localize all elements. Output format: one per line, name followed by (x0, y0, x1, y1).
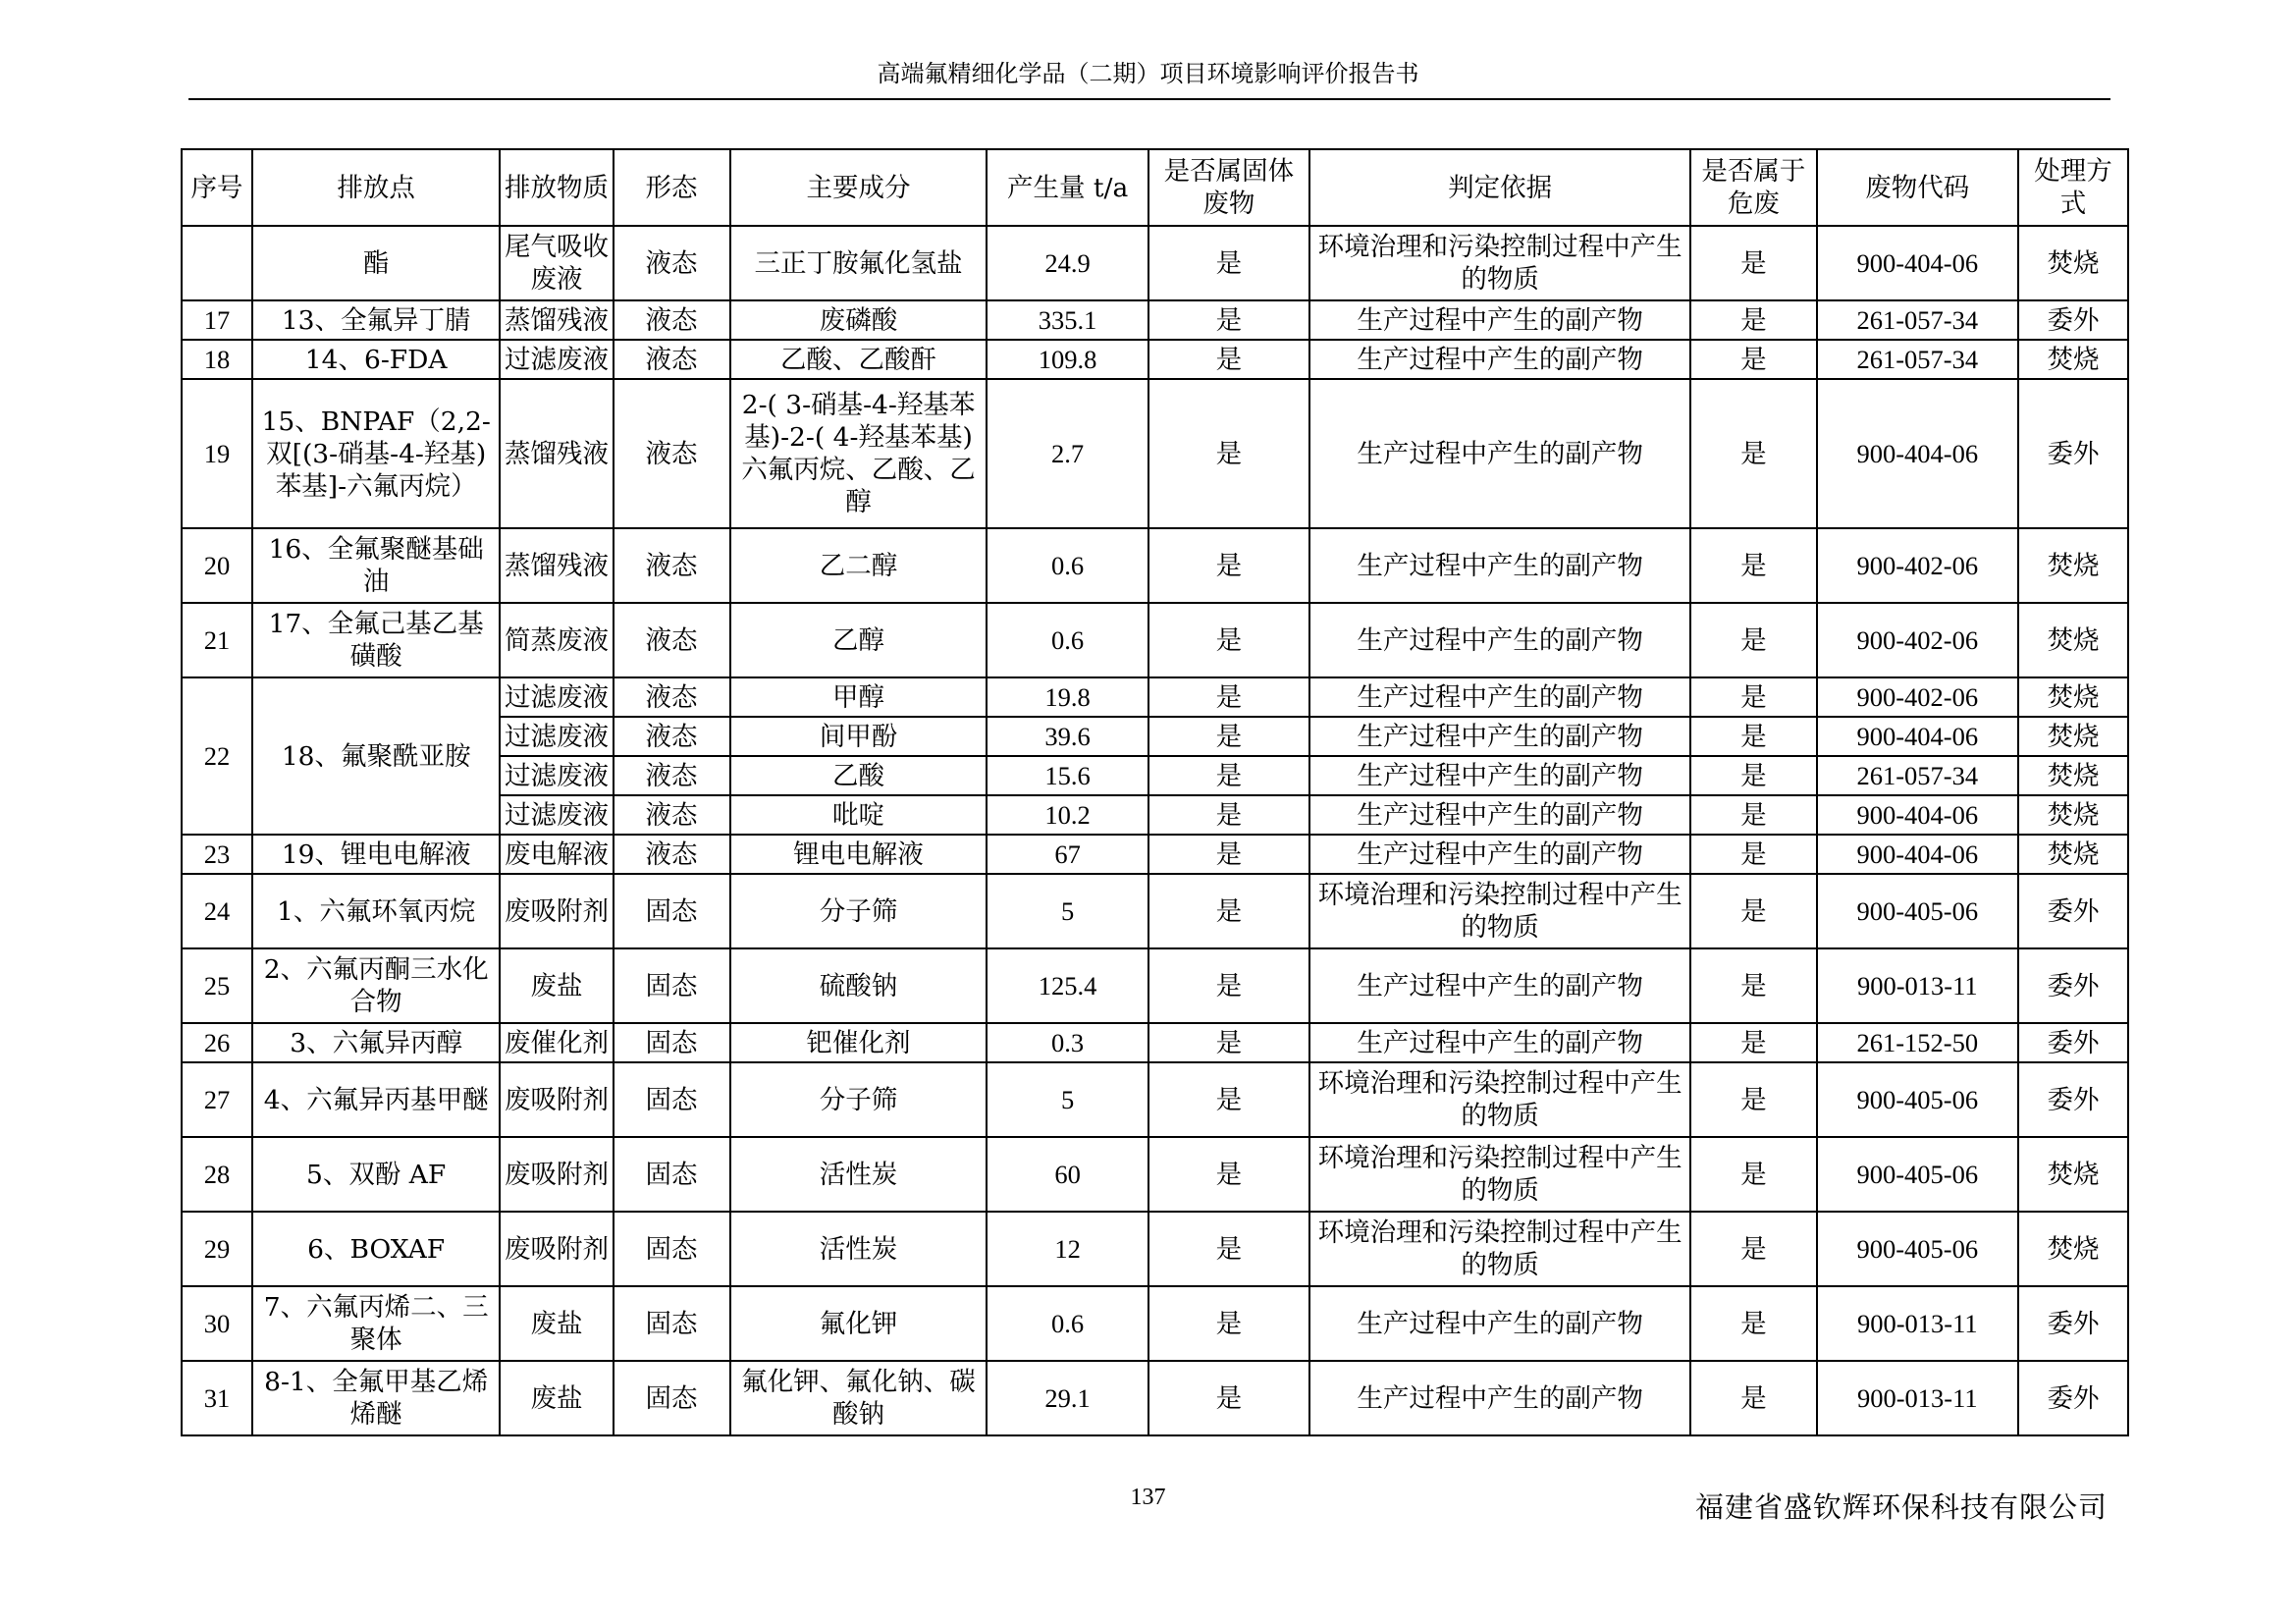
table-row (182, 340, 2128, 379)
table-cell: 是 (1690, 226, 1816, 300)
table-cell: 2、六氟丙酮三水化合物 (252, 948, 501, 1023)
table-cell: 是 (1690, 795, 1816, 835)
table-row (182, 300, 2128, 340)
table-cell: 5 (987, 1062, 1148, 1137)
table-cell: 10.2 (987, 795, 1148, 835)
table-cell: 焚烧 (2018, 226, 2128, 300)
table-cell: 20 (182, 528, 252, 603)
table-row (182, 874, 2128, 948)
table-cell: 900-013-11 (1817, 948, 2018, 1023)
column-header: 是否属固体废物 (1148, 149, 1309, 226)
table-cell: 900-404-06 (1817, 379, 2018, 528)
table-cell: 5、双酚 AF (252, 1137, 501, 1212)
table-cell: 2.7 (987, 379, 1148, 528)
table-cell: 氟化钾、氟化钠、碳酸钠 (730, 1361, 988, 1435)
table-cell: 是 (1690, 1023, 1816, 1062)
table-cell: 分子筛 (730, 1062, 988, 1137)
table-row (182, 1062, 2128, 1137)
table-cell: 15.6 (987, 756, 1148, 795)
table-cell: 固态 (614, 1212, 730, 1286)
table-cell: 19、锂电电解液 (252, 835, 501, 874)
table-cell: 委外 (2018, 1286, 2128, 1361)
table-cell: 过滤废液 (500, 677, 613, 717)
table-cell: 乙酸、乙酸酐 (730, 340, 988, 379)
table-cell: 是 (1690, 677, 1816, 717)
table-cell: 是 (1690, 1212, 1816, 1286)
table-header-row (182, 149, 2128, 226)
table-cell: 是 (1148, 677, 1309, 717)
table-cell: 22 (182, 677, 252, 835)
table-cell: 固态 (614, 1023, 730, 1062)
table-cell: 蒸馏残液 (500, 379, 613, 528)
table-cell: 900-404-06 (1817, 835, 2018, 874)
table-cell: 24 (182, 874, 252, 948)
table-cell: 废盐 (500, 1286, 613, 1361)
table-cell: 锂电电解液 (730, 835, 988, 874)
table-cell: 间甲酚 (730, 717, 988, 756)
table-cell: 39.6 (987, 717, 1148, 756)
table-cell: 焚烧 (2018, 717, 2128, 756)
table-cell: 261-057-34 (1817, 300, 2018, 340)
table-cell: 是 (1148, 300, 1309, 340)
table-row (182, 1023, 2128, 1062)
table-cell: 液态 (614, 717, 730, 756)
table-cell: 生产过程中产生的副产物 (1309, 340, 1690, 379)
table-cell: 是 (1148, 340, 1309, 379)
table-cell: 是 (1690, 603, 1816, 677)
table-cell: 900-013-11 (1817, 1286, 2018, 1361)
table-cell: 1、六氟环氧丙烷 (252, 874, 501, 948)
column-header: 处理方式 (2018, 149, 2128, 226)
table-cell: 是 (1690, 948, 1816, 1023)
column-header: 形态 (614, 149, 730, 226)
table-cell: 是 (1148, 1361, 1309, 1435)
table-cell: 委外 (2018, 1361, 2128, 1435)
table-cell: 环境治理和污染控制过程中产生的物质 (1309, 1137, 1690, 1212)
column-header: 废物代码 (1817, 149, 2018, 226)
table-cell: 活性炭 (730, 1212, 988, 1286)
table-cell: 900-405-06 (1817, 874, 2018, 948)
column-header: 排放点 (252, 149, 501, 226)
page-number: 137 (1130, 1485, 1166, 1510)
table-cell: 蒸馏残液 (500, 528, 613, 603)
table-cell: 8-1、全氟甲基乙烯烯醚 (252, 1361, 501, 1435)
table-row (182, 677, 2128, 717)
table-cell: 固态 (614, 1286, 730, 1361)
table-cell: 废盐 (500, 948, 613, 1023)
table-cell: 261-057-34 (1817, 756, 2018, 795)
table-cell: 委外 (2018, 300, 2128, 340)
table-cell: 固态 (614, 874, 730, 948)
table-cell: 液态 (614, 795, 730, 835)
table-cell: 是 (1690, 874, 1816, 948)
table-cell: 焚烧 (2018, 1137, 2128, 1212)
table-cell: 是 (1148, 1137, 1309, 1212)
column-header: 判定依据 (1309, 149, 1690, 226)
table-cell: 焚烧 (2018, 756, 2128, 795)
table-cell: 生产过程中产生的副产物 (1309, 1286, 1690, 1361)
table-cell: 环境治理和污染控制过程中产生的物质 (1309, 226, 1690, 300)
table-cell: 液态 (614, 528, 730, 603)
table-cell: 固态 (614, 948, 730, 1023)
table-cell: 5 (987, 874, 1148, 948)
table-cell: 委外 (2018, 1023, 2128, 1062)
column-header: 产生量 t/a (987, 149, 1148, 226)
table-cell: 甲醇 (730, 677, 988, 717)
table-cell: 是 (1690, 1062, 1816, 1137)
table-cell: 过滤废液 (500, 340, 613, 379)
table-cell: 环境治理和污染控制过程中产生的物质 (1309, 1212, 1690, 1286)
column-header: 是否属于危废 (1690, 149, 1816, 226)
table-cell: 是 (1690, 1361, 1816, 1435)
table-cell: 0.6 (987, 603, 1148, 677)
table-cell: 900-402-06 (1817, 528, 2018, 603)
table-cell: 生产过程中产生的副产物 (1309, 528, 1690, 603)
table-cell: 焚烧 (2018, 340, 2128, 379)
table-cell: 生产过程中产生的副产物 (1309, 717, 1690, 756)
table-row (182, 835, 2128, 874)
table-cell: 废吸附剂 (500, 1062, 613, 1137)
table-cell: 0.6 (987, 1286, 1148, 1361)
column-header: 序号 (182, 149, 252, 226)
table-cell: 6、BOXAF (252, 1212, 501, 1286)
table-cell: 900-405-06 (1817, 1062, 2018, 1137)
table-cell: 生产过程中产生的副产物 (1309, 948, 1690, 1023)
table-cell: 是 (1148, 528, 1309, 603)
table-cell: 是 (1148, 226, 1309, 300)
table-cell: 0.6 (987, 528, 1148, 603)
table-cell: 乙二醇 (730, 528, 988, 603)
column-header: 主要成分 (730, 149, 988, 226)
table-cell: 固态 (614, 1137, 730, 1212)
table-cell: 生产过程中产生的副产物 (1309, 677, 1690, 717)
table-cell: 是 (1148, 795, 1309, 835)
table-cell: 废催化剂 (500, 1023, 613, 1062)
table-cell: 是 (1148, 948, 1309, 1023)
table-cell: 酯 (252, 226, 501, 300)
table-cell: 吡啶 (730, 795, 988, 835)
table-cell: 19.8 (987, 677, 1148, 717)
table-cell: 三正丁胺氟化氢盐 (730, 226, 988, 300)
table-cell: 23 (182, 835, 252, 874)
company-name: 福建省盛钦辉环保科技有限公司 (1694, 1490, 2108, 1524)
table-cell: 过滤废液 (500, 756, 613, 795)
table-cell: 是 (1148, 1062, 1309, 1137)
table-cell: 21 (182, 603, 252, 677)
table-cell: 60 (987, 1137, 1148, 1212)
table-row (182, 1286, 2128, 1361)
table-cell: 废吸附剂 (500, 874, 613, 948)
table-cell: 是 (1148, 1286, 1309, 1361)
table-cell: 废磷酸 (730, 300, 988, 340)
table-cell: 生产过程中产生的副产物 (1309, 379, 1690, 528)
table-cell: 是 (1690, 340, 1816, 379)
table-cell: 261-152-50 (1817, 1023, 2018, 1062)
hazardous-waste-table (181, 148, 2129, 1436)
table-cell: 过滤废液 (500, 795, 613, 835)
table-cell: 焚烧 (2018, 528, 2128, 603)
table-cell: 焚烧 (2018, 1212, 2128, 1286)
table-cell: 委外 (2018, 1062, 2128, 1137)
table-cell: 27 (182, 1062, 252, 1137)
table-cell: 335.1 (987, 300, 1148, 340)
table-cell: 是 (1690, 300, 1816, 340)
table-cell: 焚烧 (2018, 835, 2128, 874)
table-row (182, 603, 2128, 677)
table-cell: 31 (182, 1361, 252, 1435)
table-cell: 17、全氟己基乙基磺酸 (252, 603, 501, 677)
table-cell: 29.1 (987, 1361, 1148, 1435)
table-cell: 900-013-11 (1817, 1361, 2018, 1435)
table-cell: 是 (1148, 603, 1309, 677)
table-cell: 液态 (614, 756, 730, 795)
table-cell: 是 (1690, 717, 1816, 756)
table-cell: 液态 (614, 603, 730, 677)
table-cell: 26 (182, 1023, 252, 1062)
table-cell: 液态 (614, 835, 730, 874)
table-cell: 13、全氟异丁腈 (252, 300, 501, 340)
table-cell: 30 (182, 1286, 252, 1361)
table-cell: 废电解液 (500, 835, 613, 874)
table-cell: 液态 (614, 300, 730, 340)
table-cell: 67 (987, 835, 1148, 874)
column-header: 排放物质 (500, 149, 613, 226)
table-row (182, 226, 2128, 300)
table-cell: 生产过程中产生的副产物 (1309, 795, 1690, 835)
table-cell: 900-402-06 (1817, 677, 2018, 717)
document-header: 高端氟精细化学品（二期）项目环境影响评价报告书 (877, 60, 1419, 87)
table-cell: 蒸馏残液 (500, 300, 613, 340)
table-cell: 环境治理和污染控制过程中产生的物质 (1309, 1062, 1690, 1137)
table-cell: 氟化钾 (730, 1286, 988, 1361)
table-cell: 2-( 3-硝基-4-羟基苯基)-2-( 4-羟基苯基) 六氟丙烷、乙酸、乙醇 (730, 379, 988, 528)
table-row (182, 379, 2128, 528)
table-cell: 尾气吸收废液 (500, 226, 613, 300)
table-cell: 125.4 (987, 948, 1148, 1023)
table-cell: 生产过程中产生的副产物 (1309, 1361, 1690, 1435)
table-cell: 环境治理和污染控制过程中产生的物质 (1309, 874, 1690, 948)
table-cell: 4、六氟异丙基甲醚 (252, 1062, 501, 1137)
table-cell: 生产过程中产生的副产物 (1309, 603, 1690, 677)
header-rule (188, 98, 2110, 100)
table-cell: 是 (1690, 1286, 1816, 1361)
table-cell: 生产过程中产生的副产物 (1309, 835, 1690, 874)
table-cell: 900-405-06 (1817, 1137, 2018, 1212)
table-cell: 是 (1148, 874, 1309, 948)
table-cell: 261-057-34 (1817, 340, 2018, 379)
table-cell: 18 (182, 340, 252, 379)
table-cell: 焚烧 (2018, 603, 2128, 677)
table-cell: 焚烧 (2018, 795, 2128, 835)
table-cell: 16、全氟聚醚基础油 (252, 528, 501, 603)
table-cell: 液态 (614, 340, 730, 379)
table-cell: 是 (1690, 756, 1816, 795)
table-cell: 是 (1148, 1212, 1309, 1286)
table-cell: 900-405-06 (1817, 1212, 2018, 1286)
table-cell: 钯催化剂 (730, 1023, 988, 1062)
table-cell (182, 226, 252, 300)
table-cell: 是 (1148, 717, 1309, 756)
table-cell: 液态 (614, 226, 730, 300)
table-cell: 液态 (614, 677, 730, 717)
table-cell: 废吸附剂 (500, 1137, 613, 1212)
table-cell: 是 (1148, 379, 1309, 528)
table-cell: 900-404-06 (1817, 795, 2018, 835)
table-cell: 900-402-06 (1817, 603, 2018, 677)
table-cell: 硫酸钠 (730, 948, 988, 1023)
table-cell: 24.9 (987, 226, 1148, 300)
table-cell: 是 (1148, 756, 1309, 795)
table-cell: 废盐 (500, 1361, 613, 1435)
table-cell: 109.8 (987, 340, 1148, 379)
table-cell: 委外 (2018, 379, 2128, 528)
table-cell: 18、氟聚酰亚胺 (252, 677, 501, 835)
table-cell: 是 (1148, 835, 1309, 874)
table-cell: 生产过程中产生的副产物 (1309, 756, 1690, 795)
table-cell: 28 (182, 1137, 252, 1212)
table-cell: 3、六氟异丙醇 (252, 1023, 501, 1062)
table-cell: 0.3 (987, 1023, 1148, 1062)
table-cell: 15、BNPAF（2,2-双[(3-硝基-4-羟基)苯基]-六氟丙烷） (252, 379, 501, 528)
table-cell: 12 (987, 1212, 1148, 1286)
table-cell: 是 (1148, 1023, 1309, 1062)
table-cell: 是 (1690, 379, 1816, 528)
table-cell: 29 (182, 1212, 252, 1286)
table-cell: 固态 (614, 1361, 730, 1435)
table-cell: 分子筛 (730, 874, 988, 948)
table-row (182, 1137, 2128, 1212)
table-cell: 是 (1690, 835, 1816, 874)
table-cell: 乙醇 (730, 603, 988, 677)
table-cell: 乙酸 (730, 756, 988, 795)
table-cell: 生产过程中产生的副产物 (1309, 300, 1690, 340)
table-cell: 900-404-06 (1817, 717, 2018, 756)
table-cell: 简蒸废液 (500, 603, 613, 677)
table-cell: 过滤废液 (500, 717, 613, 756)
table-cell: 7、六氟丙烯二、三聚体 (252, 1286, 501, 1361)
table-cell: 17 (182, 300, 252, 340)
table-cell: 生产过程中产生的副产物 (1309, 1023, 1690, 1062)
table-cell: 14、6-FDA (252, 340, 501, 379)
table-cell: 固态 (614, 1062, 730, 1137)
table-cell: 委外 (2018, 874, 2128, 948)
table-cell: 19 (182, 379, 252, 528)
table-row (182, 1361, 2128, 1435)
table-cell: 是 (1690, 1137, 1816, 1212)
table-cell: 25 (182, 948, 252, 1023)
table-cell: 委外 (2018, 948, 2128, 1023)
table-row (182, 948, 2128, 1023)
table-cell: 900-404-06 (1817, 226, 2018, 300)
table-cell: 液态 (614, 379, 730, 528)
table-cell: 焚烧 (2018, 677, 2128, 717)
table-cell: 活性炭 (730, 1137, 988, 1212)
table-cell: 是 (1690, 528, 1816, 603)
table-cell: 废吸附剂 (500, 1212, 613, 1286)
table-row (182, 528, 2128, 603)
table-row (182, 1212, 2128, 1286)
